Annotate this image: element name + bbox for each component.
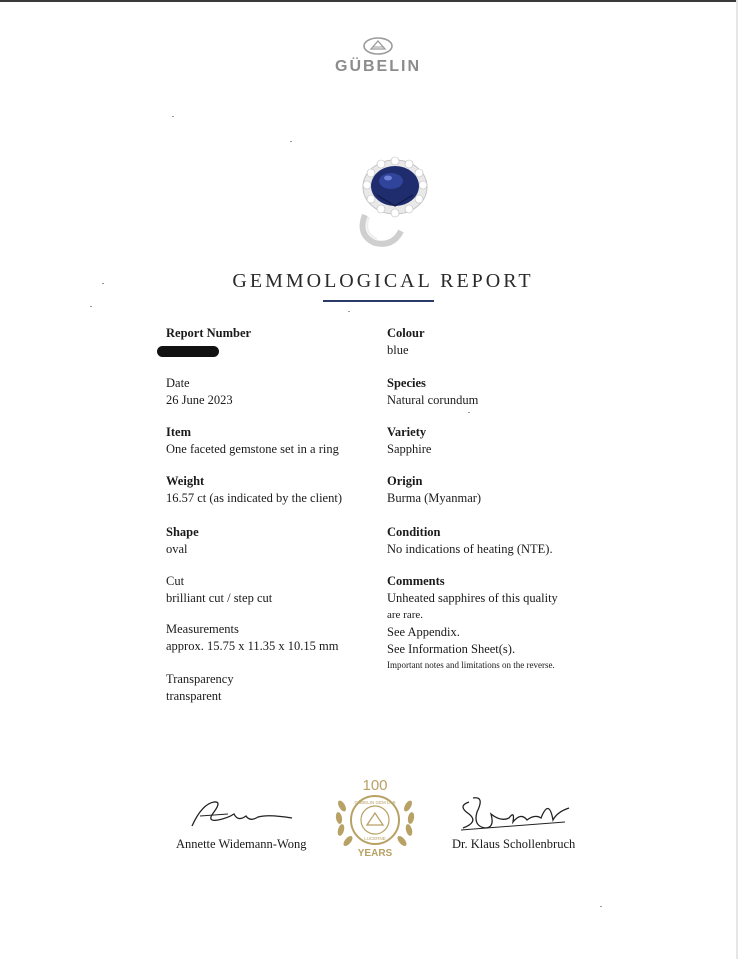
weight-value: 16.57 ct (as indicated by the client) [166,491,342,505]
redacted-report-number [157,346,219,357]
seal-ring-text: GÜBELIN GEM LAB [354,800,396,805]
variety-field [387,424,607,457]
report-title: GEMMOLOGICAL REPORT [232,270,534,292]
measurements-field [166,621,386,654]
date-label: Date [166,376,190,390]
date-field [166,375,386,408]
date-value: 26 June 2023 [166,393,233,407]
scan-speck [102,283,104,284]
colour-field [387,325,607,358]
centenary-seal [330,776,420,860]
origin-value: Burma (Myanmar) [387,491,482,505]
variety-label: Variety [387,425,427,439]
origin-label: Origin [387,474,423,488]
comments-line: are rare. [387,609,424,621]
variety-value: Sapphire [387,442,432,456]
species-label: Species [387,376,426,390]
seal-number: 100 [362,777,388,794]
ring-image [355,155,437,247]
cut-label: Cut [166,574,185,588]
species-field [387,375,607,408]
seal-years: YEARS [357,848,393,859]
transparency-field [166,671,386,704]
scan-speck [90,306,92,307]
shape-label: Shape [166,525,199,539]
left-signatory-name: Annette Widemann-Wong [176,837,307,851]
seal-city-text: LUCERNE [364,836,386,841]
condition-value: No indications of heating (NTE). [387,542,553,556]
scan-speck [290,141,292,142]
weight-label: Weight [166,474,205,488]
comments-field [387,573,627,670]
origin-field [387,473,607,506]
item-value: One faceted gemstone set in a ring [166,442,339,456]
condition-label: Condition [387,525,441,539]
scan-speck [172,116,174,117]
scan-speck [600,906,602,907]
comments-line: See Information Sheet(s). [387,642,516,656]
measurements-label: Measurements [166,622,239,636]
top-border [0,0,738,2]
colour-label: Colour [387,326,425,340]
condition-field [387,524,607,557]
weight-field [166,473,386,506]
cut-field [166,573,386,606]
report-number-label: Report Number [166,326,252,340]
report-number-field [166,325,386,357]
shape-field [166,524,386,557]
measurements-value: approx. 15.75 x 11.35 x 10.15 mm [166,639,339,653]
shape-value: oval [166,542,188,556]
comments-line: Unheated sapphires of this quality [387,591,558,605]
scan-speck [468,412,470,413]
transparency-value: transparent [166,689,222,703]
brand-name: GÜBELIN [335,58,421,75]
item-field [166,424,386,457]
scan-speck [348,311,350,312]
right-signatory-name: Dr. Klaus Schollenbruch [452,837,576,851]
colour-value: blue [387,343,409,357]
reverse-note: Important notes and limitations on the reverse. [387,660,555,670]
gubelin-logo [318,36,438,82]
species-value: Natural corundum [387,393,479,407]
comments-label: Comments [387,574,445,588]
comments-line: See Appendix. [387,625,460,639]
logo-emblem-icon [362,36,394,56]
item-label: Item [166,425,191,439]
left-signature [188,796,298,832]
title-underline [323,300,434,302]
transparency-label: Transparency [166,672,234,686]
cut-value: brilliant cut / step cut [166,591,273,605]
